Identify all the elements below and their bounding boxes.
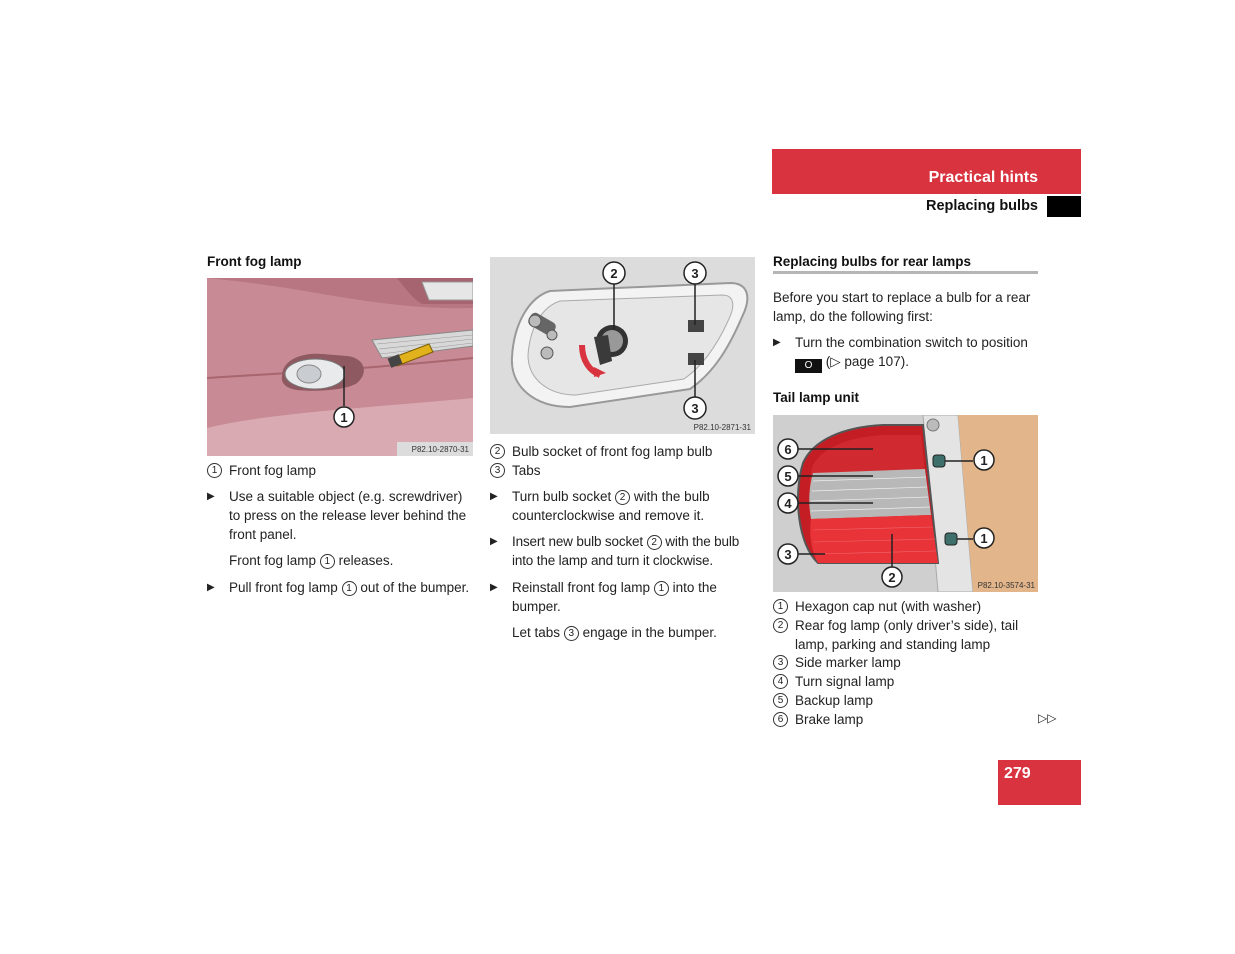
callout-1: 1 — [340, 410, 348, 425]
step-result: Front fog lamp 1 releases. — [229, 553, 394, 568]
caption-item: 5 Backup lamp — [773, 691, 1038, 710]
instruction-step: ▶ Turn the combination switch to position O (▷ page 107). — [773, 335, 1028, 371]
callout-3-top: 3 — [691, 266, 699, 281]
instruction-step: ▶ Pull front fog lamp 1 out of the bumper. — [207, 580, 470, 595]
figure-code: P82.10-2870-31 — [411, 445, 469, 454]
callout-3: 3 — [784, 547, 792, 562]
section-marker — [1047, 196, 1081, 217]
caption-item: 6 Brake lamp — [773, 710, 1038, 729]
switch-position-symbol: O — [795, 359, 822, 373]
callout-2: 2 — [888, 570, 896, 585]
callout-2: 2 — [610, 266, 618, 281]
callout-6: 6 — [784, 442, 792, 457]
inline-callout: 1 — [342, 581, 357, 596]
caption-item: 3 Side marker lamp — [773, 653, 1038, 672]
caption-item: 4 Turn signal lamp — [773, 672, 1038, 691]
bullet-arrow-icon: ▶ — [207, 582, 215, 593]
caption-front-fog-lamp — [207, 461, 473, 480]
caption-tabs: 3 Tabs — [490, 461, 755, 480]
heading-rear-lamps: Replacing bulbs for rear lamps — [773, 254, 1038, 274]
section-title: Replacing bulbs — [926, 198, 1038, 214]
bullet-arrow-icon: ▶ — [490, 491, 498, 502]
callout-3-bottom: 3 — [691, 401, 699, 416]
bullet-arrow-icon: ▶ — [207, 491, 215, 502]
page-number: 279 — [1004, 765, 1031, 782]
instruction-step: ▶ Insert new bulb socket 2 with the bulb into the lamp and turn it clockwise. — [490, 534, 740, 568]
caption-item: 1 Hexagon cap nut (with washer) — [773, 597, 1038, 616]
bullet-arrow-icon: ▶ — [490, 582, 498, 593]
figure-fog-lamp-socket — [490, 257, 755, 434]
instruction-step: ▶ Reinstall front fog lamp 1 into the bumper. — [490, 580, 717, 614]
bullet-arrow-icon: ▶ — [490, 536, 498, 547]
chapter-title: Practical hints — [928, 169, 1038, 186]
inline-callout: 1 — [320, 554, 335, 569]
intro-text: Before you start to replace a bulb for a rear lamp, do the following first: — [773, 290, 1031, 324]
chapter-header-bar — [772, 149, 1081, 194]
instruction-step — [207, 487, 473, 544]
continued-marker: ▷▷ — [1038, 711, 1057, 725]
figure-code: P82.10-2871-31 — [693, 423, 751, 432]
callout-1-bottom: 1 — [980, 531, 988, 546]
caption-item: 2 Rear fog lamp (only driver’s side), tail lamp, parking and standing lamp — [773, 616, 1038, 654]
callout-5: 5 — [784, 469, 792, 484]
step-text: Use a suitable object (e.g. screwdriver) to press on the release lever behind the front panel. — [229, 489, 467, 542]
callout-number: 1 — [207, 463, 222, 478]
step-result: Let tabs 3 engage in the bumper. — [512, 625, 717, 640]
figure-front-fog-lamp — [207, 278, 473, 456]
callout-1-top: 1 — [980, 453, 988, 468]
instruction-step: ▶ Turn bulb socket 2 with the bulb counterclockwise and remove it. — [490, 489, 710, 523]
heading-tail-lamp-unit: Tail lamp unit — [773, 390, 860, 405]
figure-tail-lamp-unit — [773, 415, 1038, 592]
bullet-arrow-icon: ▶ — [773, 337, 781, 348]
caption-bulb-socket: 2 Bulb socket of front fog lamp bulb — [490, 442, 755, 461]
figure-code: P82.10-3574-31 — [977, 581, 1035, 590]
callout-4: 4 — [784, 496, 792, 511]
heading-front-fog-lamp: Front fog lamp — [207, 254, 302, 269]
page-number-box — [998, 760, 1081, 805]
caption-text: Front fog lamp — [229, 463, 317, 478]
